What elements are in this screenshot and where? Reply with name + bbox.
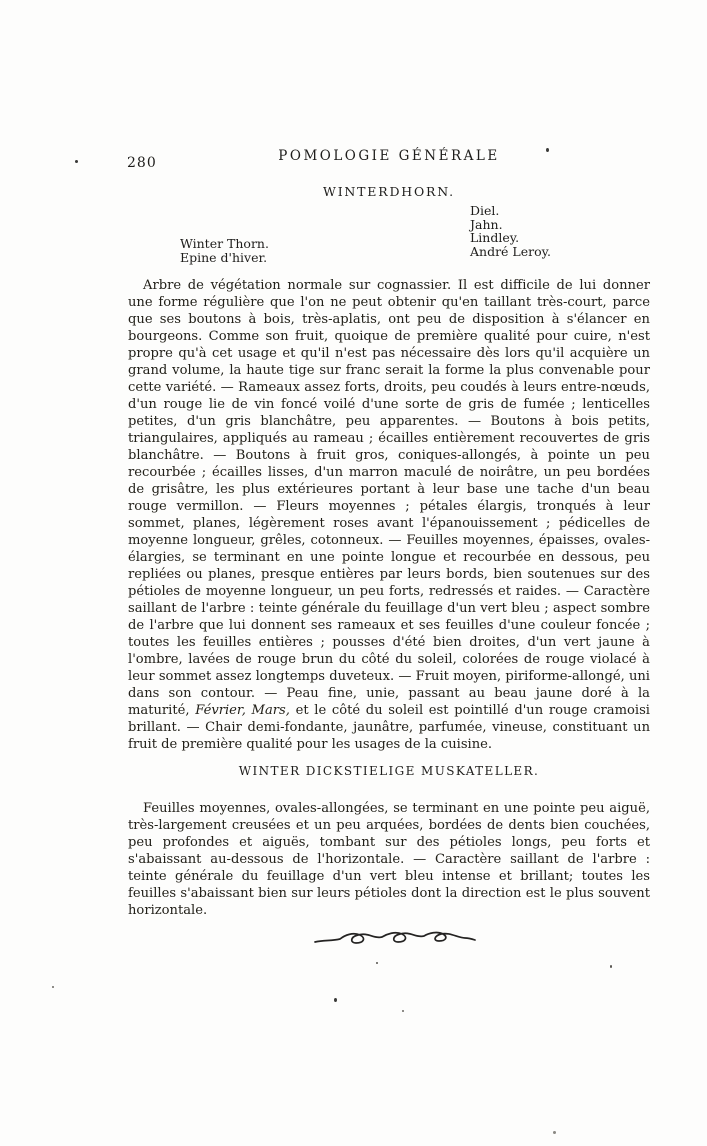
flourish-ornament-icon: [312, 923, 477, 953]
body-text-part2: et le côté du soleil est pointillé d'un rouge cramoisi brillant. — Chair demi-fondante, jaunâtre, parfumée, vineuse, constituant un fruit de première qualité pour les usages de la cuisine.: [128, 703, 650, 753]
running-title: POMOLOGIE GÉNÉRALE: [278, 148, 500, 164]
article-title: WINTERDHORN.: [323, 184, 455, 199]
authority-item: Diel.: [470, 203, 500, 218]
ink-speck: [75, 160, 78, 163]
authority-item: Jahn.: [470, 216, 503, 232]
synonym-item: Winter Thorn.: [180, 236, 269, 251]
page-number: 280: [127, 155, 157, 171]
ink-speck: [402, 1010, 404, 1012]
ink-speck: [52, 986, 54, 988]
ink-speck: [610, 965, 612, 968]
authority-list: [470, 204, 551, 258]
synonym-item: Epine d'hiver.: [180, 249, 268, 265]
article-body-paragraph: [128, 277, 650, 753]
ink-speck: [553, 1131, 556, 1134]
maturity-months-italic: Février, Mars,: [195, 703, 290, 719]
authority-item: André Leroy.: [470, 243, 551, 259]
authority-item: Lindley.: [470, 230, 520, 246]
synonym-list: [180, 237, 269, 264]
ink-speck: [376, 962, 378, 964]
section-heading: WINTER DICKSTIELIGE MUSKATELLER.: [238, 764, 540, 778]
section-body-paragraph: Feuilles moyennes, ovales-allongées, se terminant en une pointe peu aiguë, très-largement creusées et un peu arquées, bordées de dents bien couchées, peu profondes et aiguës, tombant sur des pétioles longs, peu forts et s'abaissant au-dessous de l'horizontale. — Caractère saillant de l'arbre : teinte générale du feuillage d'un vert bleu intense et brillant; toutes les feuilles s'abaissant bien sur leurs pétioles dont la direction est le plus souvent horizontale.: [128, 801, 650, 919]
ink-speck: [546, 148, 549, 152]
body-text-part1: Arbre de végétation normale sur cognassier. Il est difficile de lui donner une forme régulière que l'on ne peut obtenir qu'en taillant très-court, parce que ses boutons à bois, très-aplatis, ont peu de disposition à s'élancer en bourgeons. Comme son fruit, quoique de première qualité pour cuire, n'est propre qu'à cet usage et qu'il n'est pas nécessaire dès lors qu'il acquière un grand volume, la haute tige sur franc serait la forme la plus convenable pour cette variété. — Rameaux assez forts, droits, peu coudés à leurs entre-nœuds, d'un rouge lie de vin foncé voilé d'une sorte de gris de fumée ; lenticelles petites, d'un gris blanchâtre, peu apparentes. — Boutons à bois petits, triangulaires, appliqués au rameau ; écailles entièrement recouvertes de gris blanchâtre. — Boutons à fruit gros, coniques-allongés, à pointe un peu recourbée ; écailles lisses, d'un marron maculé de noirâtre, un peu bordées de grisâtre, les plus extérieures portant à leur base une tache d'un beau rouge vermillon. — Fleurs moyennes ; pétales élargis, tronqués à leur sommet, planes, légèrement roses avant l'épanouissement ; pédicelles de moyenne longueur, grêles, cotonneux. — Feuilles moyennes, épaisses, ovales-élargies, se terminant en une pointe longue et recourbée en dessous, peu repliées ou planes, presque entières par leurs bords, bien soutenues sur des pétioles de moyenne longueur, un peu forts, redressés et raides. — Caractère saillant de l'arbre : teinte générale du feuillage d'un vert bleu ; aspect sombre de l'arbre que lui donnent ses rameaux et ses feuilles d'une couleur foncée ; toutes les feuilles entières ; pousses d'été bien droites, d'un vert jaune à l'ombre, lavées de rouge brun du côté du soleil, colorées de rouge violacé à leur sommet assez longtemps duveteux. — Fruit moyen, piriforme-allongé, uni dans son contour. — Peau fine, unie, passant au beau jaune doré à la maturité,: [128, 278, 650, 719]
ink-speck: [334, 998, 337, 1002]
